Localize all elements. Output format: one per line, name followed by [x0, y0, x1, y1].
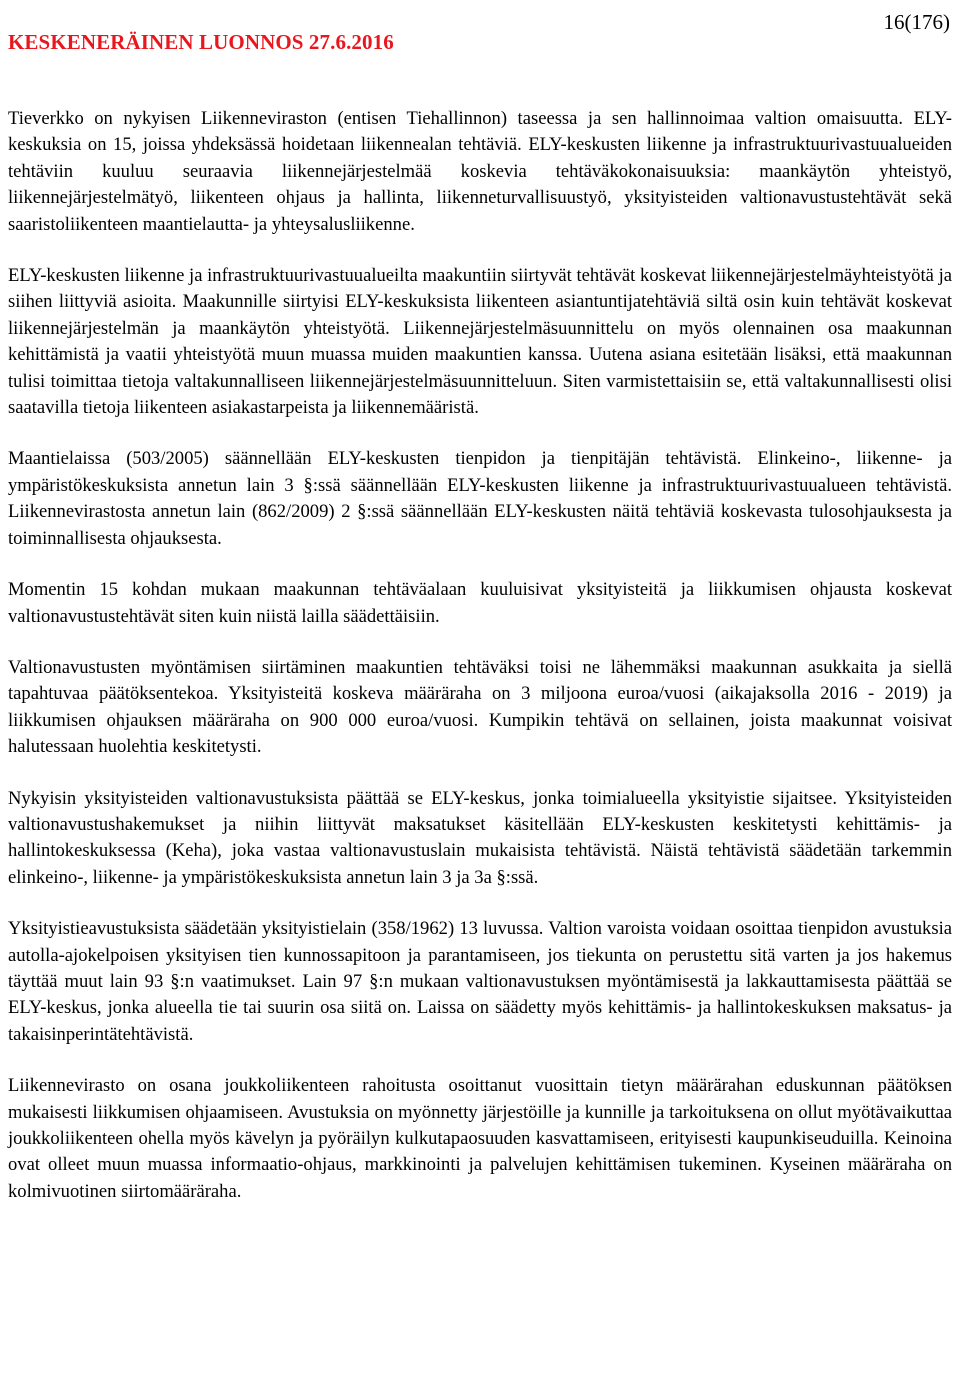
document-body [8, 106, 952, 1205]
paragraph: Maantielaissa (503/2005) säännellään ELY-keskusten tienpidon ja tienpitäjän tehtävistä. Elinkeino-, liikenne- ja ympäristökeskuksista annetun lain 3 §:ssä säännellään ELY-keskusten liikenne ja infrastruktuurivastuualueen tehtävistä. Liikennevirastosta annetun lain (862/2009) 2 §:ssä säännellään ELY-keskusten näitä tehtäviä koskevasta tulosohjauksesta ja toiminnallisesta ohjauksesta. [8, 448, 952, 549]
paragraph: Tieverkko on nykyisen Liikenneviraston (entisen Tiehallinnon) taseessa ja sen hallinnoimaa valtion omaisuutta. ELY-keskuksia on 15, joissa yhdeksässä hoidetaan liikennealan tehtäviä. ELY-keskusten liikenne ja infrastruktuurivastuualueiden tehtäviin kuuluu seuraavia liikennejärjestelmää koskevia tehtäväkokonaisuuksia: maankäytön yhteistyö, liikennejärjestelmätyö, liikenteen ohjaus ja hallinta, liikenneturvallisuustyö, yksityisteiden valtionavustustehtävät sekä saaristoliikenteen maantielautta- ja yhteysalusliikenne. [8, 108, 952, 235]
paragraph: Momentin 15 kohdan mukaan maakunnan tehtäväalaan kuuluisivat yksityisteitä ja liikkumisen ohjausta koskevat valtionavustustehtävät siten kuin niistä lailla säädettäisiin. [8, 579, 952, 627]
page-header [8, 10, 950, 64]
draft-label: KESKENERÄINEN LUONNOS 27.6.2016 [8, 30, 394, 54]
paragraph: Nykyisin yksityisteiden valtionavustuksista päättää se ELY-keskus, jonka toimialueella yksityistie sijaitsee. Yksityisteiden valtionavustushakemukset ja niihin liittyvät maksatukset käsitellään ELY-keskusten keskitetysti kehittämis- ja hallintokeskuksessa (Keha), joka vastaa valtionavustuslain mukaisista tehtävistä. Näistä tehtävistä säädetään tarkemmin elinkeino-, liikenne- ja ympäristökeskuksista annetun lain 3 ja 3a §:ssä. [8, 787, 952, 888]
page-number: 16(176) [883, 10, 950, 34]
paragraph: Valtionavustusten myöntämisen siirtäminen maakuntien tehtäväksi toisi ne lähemmäksi maakunnan asukkaita ja siellä tapahtuvaa päätöksentekoa. Yksityisteitä koskeva määräraha on 3 miljoona euroa/vuosi (aikajaksolla 2016 - 2019) ja liikkumisen ohjauksen määräraha on 900 000 euroa/vuosi. Kumpikin tehtävä on sellainen, joista maakunnat voisivat halutessaan huolehtia keskitetysti. [8, 656, 952, 758]
paragraph: Yksityistieavustuksista säädetään yksityistielain (358/1962) 13 luvussa. Valtion varoista voidaan osoittaa tienpidon avustuksia autolla-ajokelpoisen yksityisen tien kunnossapitoon ja parantamiseen, jos tiekunta on perustettu sitä varten ja jos hakemus täyttää muut lain 93 §:n vaatimukset. Lain 97 §:n mukaan valtionavustuksen myöntämisestä ja lakkauttamisesta päättää se ELY-keskus, jonka alueella tie tai suurin osa siitä on. Laissa on säädetty myös kehittämis- ja hallintokeskuksen maksatus- ja takaisinperintätehtävistä. [8, 918, 952, 1045]
paragraph: Liikennevirasto on osana joukkoliikenteen rahoitusta osoittanut vuosittain tietyn määrärahan eduskunnan päätöksen mukaisesti liikkumisen ohjaamiseen. Avustuksia on myönnetty järjestöille ja kunnille ja tarkoituksena on ollut myötävaikuttaa joukkoliikenteen ohella myös kävelyn ja pyöräilyn kulkutapaosuuden kasvattamiseen, erityisesti kaupunkiseuduilla. Keinoina ovat olleet muun muassa informaatio-ohjaus, markkinointi ja palvelujen kehittämisen tukeminen. Kyseinen määräraha on kolmivuotinen siirtomääräraha. [8, 1075, 952, 1202]
paragraph: ELY-keskusten liikenne ja infrastruktuurivastuualueilta maakuntiin siirtyvät tehtävät koskevat liikennejärjestelmäyhteistyötä ja siihen liittyviä asioita. Maakunnille siirtyisi ELY-keskuksista liikenteen asiantuntijatehtäviä siltä osin kuin tehtävät koskevat liikennejärjestelmän ja maankäytön yhteistyötä. Liikennejärjestelmäsuunnittelu on myös olennainen osa maakunnan kehittämistä ja vaatii yhteistyötä muun muassa muiden maakuntien kanssa. Uutena asiana esitetään lisäksi, että maakunnan tulisi toimittaa tietoja valtakunnalliseen liikennejärjestelmäsuunnitteluun. Siten varmistettaisiin se, että valtakunnallisesti olisi saatavilla tietoja liikenteen asiakastarpeista ja liikennemääristä. [8, 265, 952, 419]
